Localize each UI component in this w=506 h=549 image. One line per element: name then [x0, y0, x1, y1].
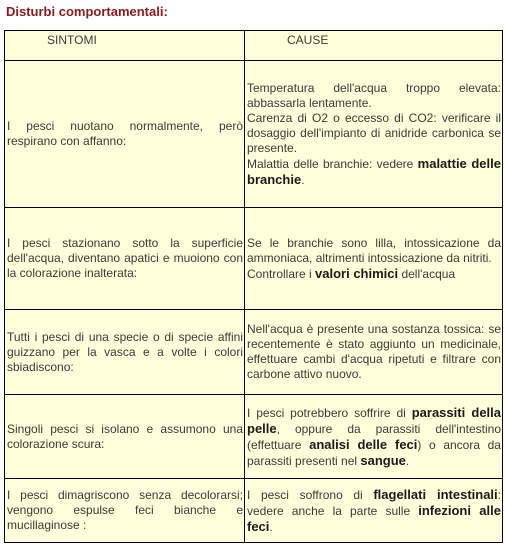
cause-text: Nell'acqua è presente una sostanza tossica: se recentemente è stato aggiunto un medicinale, effettuare cambi d'acqua ripetuti e filtrare con carbone attivo nuovo.	[247, 322, 501, 381]
cause-cell	[245, 208, 503, 310]
symptoms-table	[4, 30, 503, 543]
cause-cell	[245, 395, 503, 479]
cause-cell	[245, 310, 503, 395]
cause-cell	[245, 479, 503, 543]
table-row	[5, 61, 503, 208]
link-valori-chimici[interactable]: valori chimici	[315, 265, 399, 281]
table-row	[5, 208, 503, 310]
page-title: Disturbi comportamentali:	[6, 4, 168, 19]
link-infezioni-feci[interactable]: infezioni alle feci	[247, 502, 501, 534]
cause-text: Malattia delle branchie: vedere malattie delle branchie.	[247, 155, 501, 187]
cause-text: Controllare i valori chimici dell'acqua	[247, 265, 456, 281]
table-row	[5, 310, 503, 395]
cause-text: Carenza di O2 o eccesso di CO2: verificare il dosaggio dell'impianto di anidride carbonica se presente.	[247, 110, 501, 155]
cause-text: Se le branchie sono lilla, intossicazione da ammoniaca, altrimenti intossicazione da nitriti.	[247, 235, 501, 265]
header-cause: CAUSE	[245, 31, 503, 61]
cause-text: I pesci soffrono di flagellati intestinali: vedere anche la parte sulle infezioni alle feci.	[247, 486, 502, 534]
link-parassiti-pelle[interactable]: parassiti della pelle	[247, 404, 501, 436]
link-malattie-branchie[interactable]: malattie delle branchie	[247, 155, 501, 187]
symptom-cell: I pesci dimagriscono senza decolorarsi; vengono espulse feci bianche e mucillaginose :	[5, 479, 245, 543]
link-analisi-feci[interactable]: analisi delle feci	[309, 436, 418, 452]
table-header-row	[5, 31, 503, 61]
symptom-cell: I pesci nuotano normalmente, però respirano con affanno:	[5, 61, 245, 208]
link-flagellati-intestinali[interactable]: flagellati intestinali	[373, 486, 498, 502]
link-sangue[interactable]: sangue	[360, 452, 406, 468]
symptom-cell: Tutti i pesci di una specie o di specie affini guizzano per la vasca e a volte i colori sbiadiscono:	[5, 310, 245, 395]
cause-cell	[245, 61, 503, 208]
symptom-cell: Singoli pesci si isolano e assumono una colorazione scura:	[5, 395, 245, 479]
cause-text: I pesci potrebbero soffrire di parassiti della pelle, oppure da parassiti dell'intestino (effettuare analisi delle feci) o ancora da parassiti presenti nel sangue.	[247, 404, 501, 468]
table-row	[5, 479, 503, 543]
cause-text: Temperatura dell'acqua troppo elevata: abbassarla lentamente.	[247, 80, 501, 110]
symptom-cell: I pesci stazionano sotto la superficie dell'acqua, diventano apatici e muoiono con la colorazione inalterata:	[5, 208, 245, 310]
table-row	[5, 395, 503, 479]
header-sintomi: SINTOMI	[5, 31, 245, 61]
